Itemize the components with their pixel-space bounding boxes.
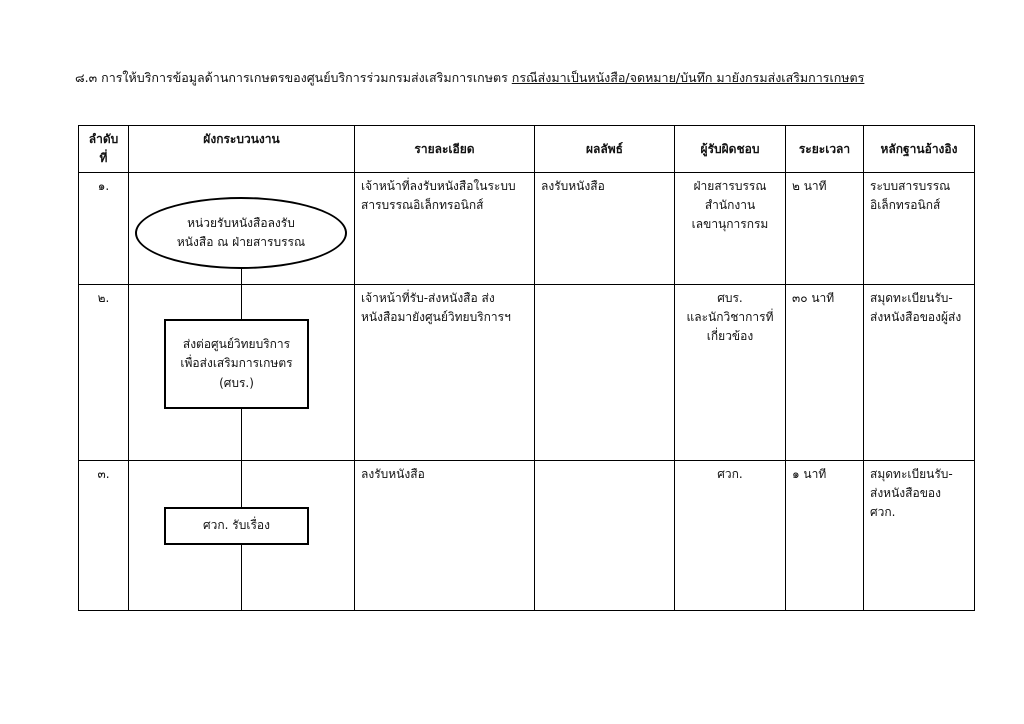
evidence-line1: สมุดทะเบียนรับ- — [870, 467, 953, 481]
row-evidence — [864, 285, 975, 461]
detail-line2: หนังสือมายังศูนย์วิทยบริการฯ — [361, 310, 511, 325]
row-responsible — [675, 285, 786, 461]
row-duration: ๓๐ นาที — [786, 285, 864, 461]
row-responsible — [675, 173, 786, 285]
flow-box-line3: (ศบร.) — [219, 375, 254, 390]
flow-box-line1: ส่งต่อศูนย์วิทยบริการ — [182, 337, 291, 352]
flow-cell — [129, 173, 355, 285]
row-duration: ๒ นาที — [786, 173, 864, 285]
row-result — [535, 285, 675, 461]
row-detail — [355, 173, 535, 285]
col-header-order-line1: ลำดับ — [88, 132, 119, 146]
row-order: ๑. — [79, 173, 129, 285]
evidence-line2: อิเล็กทรอนิกส์ — [870, 198, 941, 213]
evidence-line1: สมุดทะเบียนรับ- — [870, 291, 953, 305]
flow-cell — [129, 285, 355, 461]
col-header-detail: รายละเอียด — [355, 126, 535, 173]
flow-box-line2: เพื่อส่งเสริมการเกษตร — [180, 356, 293, 371]
table-row — [79, 285, 975, 461]
col-header-result: ผลลัพธ์ — [535, 126, 675, 173]
flow-oval-line2: หนังสือ ณ ฝ่ายสารบรรณ — [176, 235, 306, 249]
heading-prefix: ๘.๓ การให้บริการข้อมูลด้านการเกษตรของศูนย์บริการร่วมกรมส่งเสริมการเกษตร — [75, 70, 512, 85]
responsible-line1: ศบร. — [717, 291, 743, 305]
flow-process-box — [164, 507, 309, 545]
row-order: ๒. — [79, 285, 129, 461]
row-result — [535, 461, 675, 611]
evidence-line1: ระบบสารบรรณ — [870, 179, 951, 193]
flow-box-line1: ศวก. รับเรื่อง — [203, 518, 270, 533]
row-duration: ๑ นาที — [786, 461, 864, 611]
evidence-line3: ศวก. — [870, 505, 896, 520]
table-row — [79, 461, 975, 611]
detail-line2: สารบรรณอิเล็กทรอนิกส์ — [361, 198, 484, 213]
page-heading — [75, 68, 975, 88]
row-responsible — [675, 461, 786, 611]
flow-process-box — [164, 319, 309, 409]
row-evidence — [864, 173, 975, 285]
detail-line1: เจ้าหน้าที่ลงรับหนังสือในระบบ — [361, 179, 516, 193]
col-header-order-line2: ที่ — [99, 151, 108, 165]
evidence-line2: ส่งหนังสือของผู้ส่ง — [870, 310, 962, 325]
evidence-line2: ส่งหนังสือของ — [870, 486, 941, 501]
flow-start-oval — [135, 197, 347, 269]
flow-oval-line1: หน่วยรับหนังสือลงรับ — [187, 215, 295, 230]
row-order: ๓. — [79, 461, 129, 611]
flow-cell — [129, 461, 355, 611]
row-detail — [355, 461, 535, 611]
responsible-line3: เกี่ยวข้อง — [706, 329, 754, 344]
col-header-evidence: หลักฐานอ้างอิง — [864, 126, 975, 173]
responsible-line1: ฝ่ายสารบรรณ — [693, 179, 767, 193]
responsible-line2: และนักวิชาการที่ — [686, 310, 774, 325]
heading-underlined: กรณีส่งมาเป็นหนังสือ/จดหมาย/บันทึก มายังกรมส่งเสริมการเกษตร — [511, 70, 865, 85]
col-header-flow: ผังกระบวนงาน — [129, 126, 355, 173]
row-detail — [355, 285, 535, 461]
row-result: ลงรับหนังสือ — [535, 173, 675, 285]
row-evidence — [864, 461, 975, 611]
col-header-responsible: ผู้รับผิดชอบ — [675, 126, 786, 173]
header-row — [79, 126, 975, 173]
col-header-order — [79, 126, 129, 173]
table-row — [79, 173, 975, 285]
process-table — [78, 125, 975, 611]
detail-line1: ลงรับหนังสือ — [361, 467, 425, 481]
responsible-line3: เลขานุการกรม — [691, 217, 769, 232]
responsible-line1: ศวก. — [717, 467, 743, 481]
flow-connector — [241, 269, 242, 285]
col-header-duration: ระยะเวลา — [786, 126, 864, 173]
responsible-line2: สำนักงาน — [704, 198, 756, 213]
detail-line1: เจ้าหน้าที่รับ-ส่งหนังสือ ส่ง — [361, 291, 495, 305]
